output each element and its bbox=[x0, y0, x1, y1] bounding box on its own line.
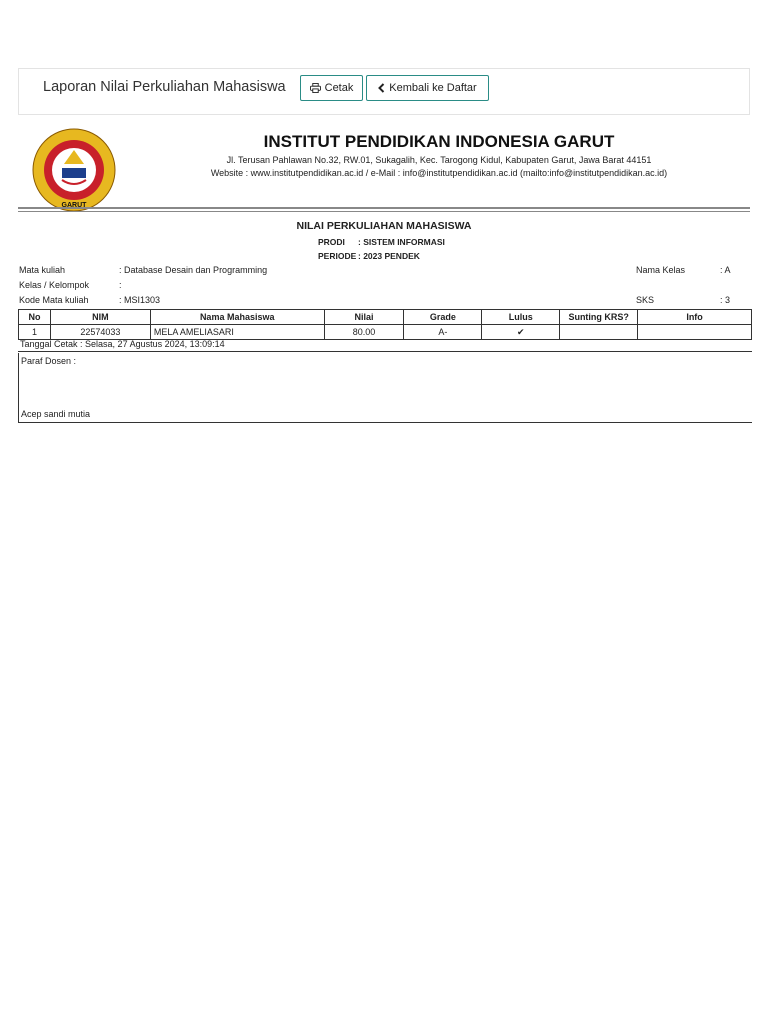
table-header-row bbox=[19, 310, 752, 325]
sks-value: : 3 bbox=[720, 295, 731, 305]
table-row bbox=[19, 325, 752, 340]
nama-kelas-value: : A bbox=[720, 265, 731, 275]
cell-no: 1 bbox=[19, 325, 51, 340]
chevron-left-icon bbox=[378, 83, 385, 93]
header-divider bbox=[18, 207, 750, 209]
col-header-sunting: Sunting KRS? bbox=[560, 310, 638, 325]
col-header-grade: Grade bbox=[404, 310, 482, 325]
print-date: Tanggal Cetak : Selasa, 27 Agustus 2024, 13:09:14 bbox=[18, 339, 752, 352]
back-button-label: Kembali ke Daftar bbox=[389, 82, 477, 94]
cell-nilai: 80.00 bbox=[324, 325, 404, 340]
col-header-lulus: Lulus bbox=[482, 310, 560, 325]
kode-mk-label: Kode Mata kuliah bbox=[19, 295, 89, 305]
col-header-nilai: Nilai bbox=[324, 310, 404, 325]
sks-label: SKS bbox=[636, 295, 655, 305]
mata-kuliah-value: : Database Desain dan Programming bbox=[119, 265, 268, 275]
cell-nim: 22574033 bbox=[50, 325, 150, 340]
lecturer-name: Acep sandi mutia bbox=[21, 409, 91, 419]
col-header-info: Info bbox=[638, 310, 752, 325]
page-title: Laporan Nilai Perkuliahan Mahasiswa bbox=[43, 79, 286, 95]
print-button[interactable] bbox=[300, 75, 363, 101]
kelas-label: Kelas / Kelompok bbox=[19, 280, 90, 290]
col-header-nim: NIM bbox=[50, 310, 150, 325]
logo-text: GARUT bbox=[61, 202, 87, 209]
kelas-value: : bbox=[119, 280, 122, 290]
signature-box bbox=[18, 353, 752, 423]
kode-mk-value: : MSI1303 bbox=[119, 295, 161, 305]
print-button-label: Cetak bbox=[324, 82, 354, 94]
cell-sunting bbox=[560, 325, 638, 340]
col-header-no: No bbox=[19, 310, 51, 325]
institution-header bbox=[18, 120, 750, 210]
prodi-value: : SISTEM INFORMASI bbox=[358, 237, 445, 247]
periode-label: PERIODE bbox=[318, 251, 357, 261]
header-divider-thin bbox=[18, 211, 750, 212]
prodi-label: PRODI bbox=[318, 237, 345, 247]
institution-contact: Website : www.institutpendidikan.ac.id / e-Mail : info@institutpendidikan.ac.id (mailto:info@institutpendidikan.ac.id) bbox=[210, 168, 668, 178]
cell-grade: A- bbox=[404, 325, 482, 340]
report-toolbar bbox=[18, 68, 750, 115]
nama-kelas-label: Nama Kelas bbox=[636, 265, 686, 275]
back-to-list-button[interactable] bbox=[366, 75, 489, 101]
institution-name: INSTITUT PENDIDIKAN INDONESIA GARUT bbox=[263, 132, 615, 151]
cell-nama: MELA AMELIASARI bbox=[150, 325, 324, 340]
institution-address: Jl. Terusan Pahlawan No.32, RW.01, Sukagalih, Kec. Tarogong Kidul, Kabupaten Garut, Jawa Barat 44151 bbox=[226, 155, 652, 165]
grades-table bbox=[18, 309, 752, 340]
mata-kuliah-label: Mata kuliah bbox=[19, 265, 66, 275]
col-header-nama: Nama Mahasiswa bbox=[150, 310, 324, 325]
printer-icon bbox=[310, 83, 321, 93]
report-title: NILAI PERKULIAHAN MAHASISWA bbox=[296, 220, 472, 232]
cell-lulus-check-icon: ✔ bbox=[482, 325, 560, 340]
cell-info bbox=[638, 325, 752, 340]
periode-value: : 2023 PENDEK bbox=[358, 251, 420, 261]
paraf-label: Paraf Dosen : bbox=[21, 356, 77, 366]
